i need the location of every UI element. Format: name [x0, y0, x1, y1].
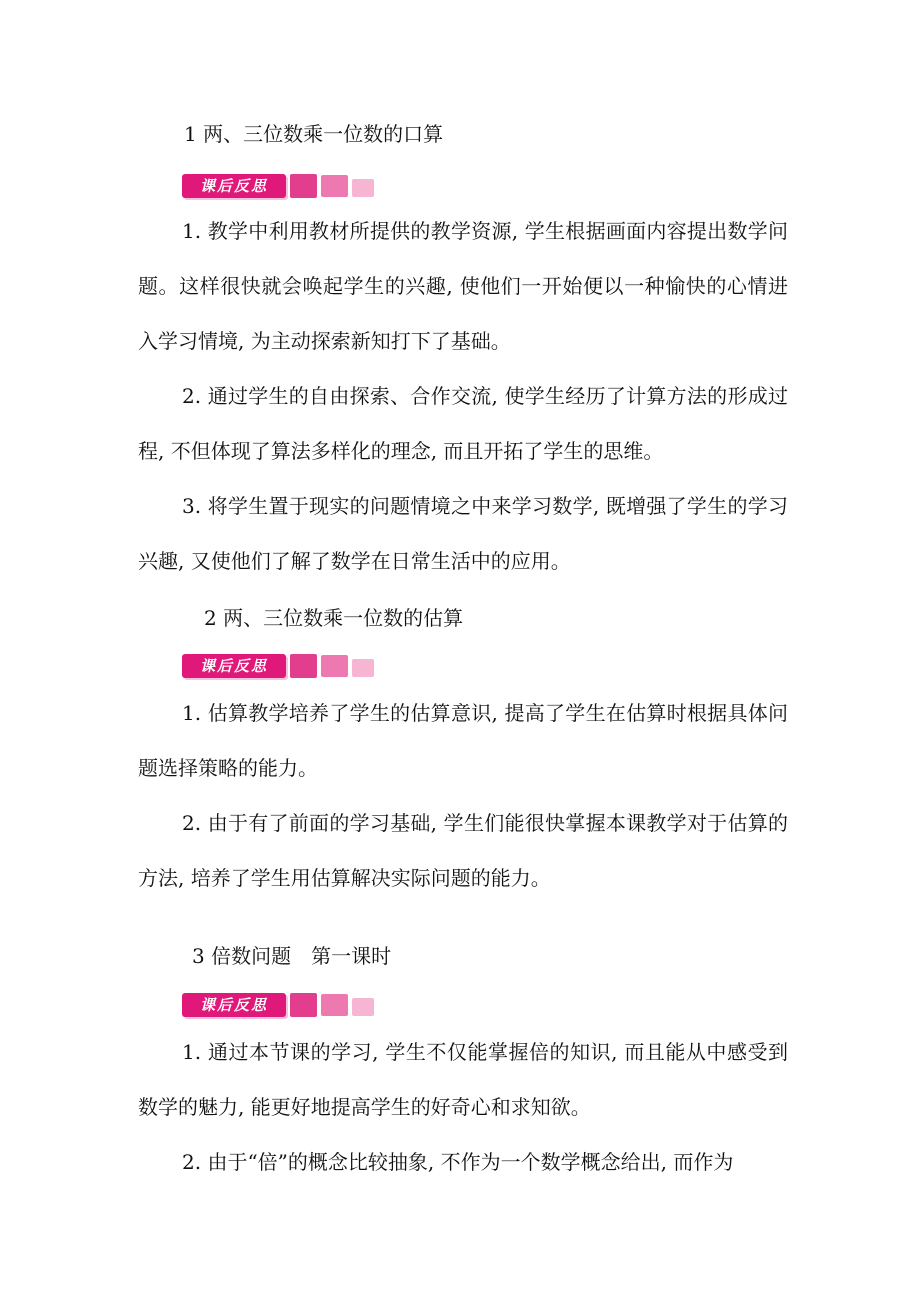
- section-3-reflection-banner: [182, 993, 374, 1017]
- section-3-title: 3 倍数问题 第一课时: [192, 944, 392, 968]
- banner-square-decoration: [321, 175, 348, 197]
- banner-square-decoration: [290, 174, 317, 198]
- banner-square-decoration: [290, 993, 317, 1017]
- section-2-title: 2 两、三位数乘一位数的估算: [204, 606, 464, 630]
- banner-square-decoration: [290, 654, 317, 678]
- section-1-paragraph-3: 3. 将学生置于现实的问题情境之中来学习数学, 既增强了学生的学习兴趣, 又使他们了解了数学在日常生活中的应用。: [138, 494, 788, 573]
- section-3-paragraph-1: 1. 通过本节课的学习, 学生不仅能掌握倍的知识, 而且能从中感受到数学的魅力, 能更好地提高学生的好奇心和求知欲。: [138, 1040, 788, 1119]
- reflection-banner-label: 课后反思: [182, 993, 286, 1017]
- banner-square-decoration: [352, 659, 374, 677]
- banner-square-decoration: [321, 655, 348, 677]
- reflection-banner-label: 课后反思: [182, 654, 286, 678]
- section-2-paragraph-2: 2. 由于有了前面的学习基础, 学生们能很快掌握本课教学对于估算的方法, 培养了学生用估算解决实际问题的能力。: [138, 811, 788, 890]
- section-1-paragraph-2: 2. 通过学生的自由探索、合作交流, 使学生经历了计算方法的形成过程, 不但体现了算法多样化的理念, 而且开拓了学生的思维。: [138, 384, 788, 463]
- section-3-paragraph-2: 2. 由于“倍”的概念比较抽象, 不作为一个数学概念给出, 而作为: [182, 1150, 734, 1174]
- reflection-banner-label: 课后反思: [182, 174, 286, 198]
- banner-square-decoration: [352, 998, 374, 1016]
- section-2-paragraph-1: 1. 估算教学培养了学生的估算意识, 提高了学生在估算时根据具体问题选择策略的能力。: [138, 701, 788, 780]
- section-2-reflection-banner: [182, 654, 374, 678]
- section-1-title: 1 两、三位数乘一位数的口算: [184, 122, 444, 146]
- banner-square-decoration: [321, 994, 348, 1016]
- banner-square-decoration: [352, 179, 374, 197]
- section-1-paragraph-1: 1. 教学中利用教材所提供的教学资源, 学生根据画面内容提出数学问题。这样很快就会唤起学生的兴趣, 使他们一开始便以一种愉快的心情进入学习情境, 为主动探索新知打下了基础。: [138, 219, 788, 353]
- section-1-reflection-banner: [182, 174, 374, 198]
